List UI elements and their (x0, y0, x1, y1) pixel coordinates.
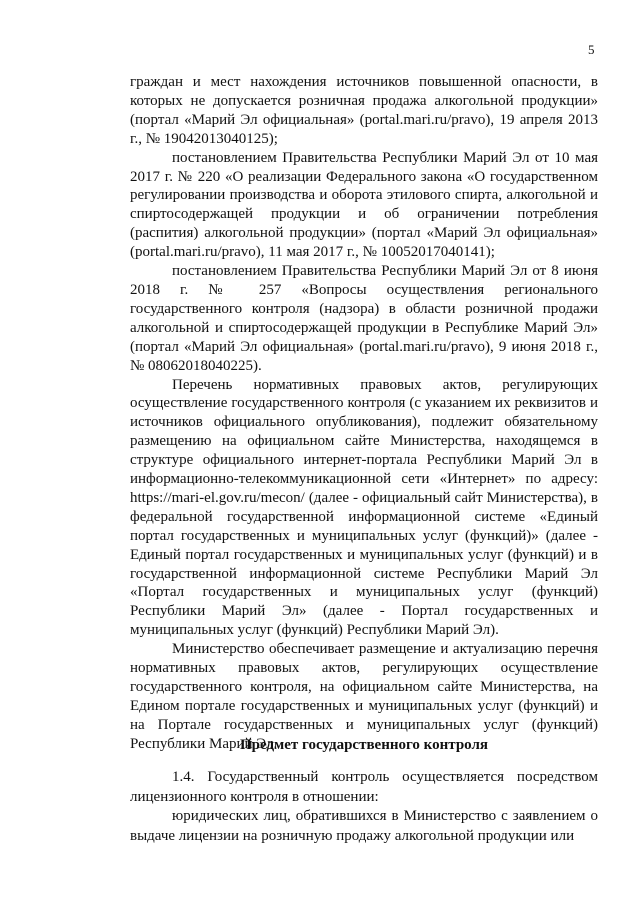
section-heading: Предмет государственного контроля (239, 737, 488, 753)
paragraph-1-4: 1.4. Государственный контроль осуществляется посредством лицензионного контроля в отношении: (130, 769, 598, 805)
page-number: 5 (588, 42, 595, 57)
paragraph-ministry-updates: Министерство обеспечивает размещение и актуализацию перечня нормативных правовых актов, регулирующих осуществление государственного контроля, на официальном сайте Министерства, на Едином портале государственных и муниципальных услуг (функций) и на Портале государственных и муниципальных услуг (функций) Республики Марий Эл. (130, 641, 598, 752)
paragraph-resolution-2018: постановлением Правительства Республики Марий Эл от 8 июня 2018 г. № 257 «Вопросы осуществления регионального государственного контроля (надзора) в области розничной продажи алкогольной и спиртосодержащей продукции в Республике Марий Эл» (портал «Марий Эл официальная» (portal.mari.ru/pravo), 9 июня 2018 г., № 08062018040225). (130, 263, 598, 374)
paragraph-resolution-2017: постановлением Правительства Республики Марий Эл от 10 мая 2017 г. № 220 «О реализации Федерального закона «О государственном регулировании производства и оборота этилового спирта, алкогольной и спиртосодержащей продукции и об ограничении потребления (распития) алкогольной продукции» (портал «Марий Эл официальная» (portal.mari.ru/pravo), 11 мая 2017 г., № 10052017040141); (130, 149, 598, 261)
paragraph-legal-entities: юридических лиц, обратившихся в Министерство с заявлением о выдаче лицензии на розничную продажу алкогольной продукции или (130, 808, 598, 844)
paragraph-list-publication: Перечень нормативных правовых актов, регулирующих осуществление государственного контроля (с указанием их реквизитов и источников официального опубликования), подлежит обязательному размещению на официальном сайте Министерства, находящемся в структуре официального интернет-портала Республики Марий Эл в информационно-телекоммуникационной сети «Интернет» по адресу: https://mari-el.gov.ru/mecon/ (далее - официальный сайт Министерства), в федеральной государственной информационной системе «Единый портал государственных и муниципальных услуг (функций)» (далее - Единый портал государственных и муниципальных услуг (функций) и в государственной информационной системе Республики Марий Эл «Портал государственных и муниципальных услуг (функций) Республики Марий Эл» (далее - Портал государственных и муниципальных услуг (функций) Республики Марий Эл). (130, 376, 598, 639)
document-body-continued (130, 768, 598, 846)
paragraph-continuation: граждан и мест нахождения источников повышенной опасности, в которых не допускается розничная продажа алкогольной продукции» (портал «Марий Эл официальная» (portal.mari.ru/pravo), 19 апреля 2013 г., № 19042013040125); (130, 74, 598, 147)
document-body (130, 73, 598, 754)
